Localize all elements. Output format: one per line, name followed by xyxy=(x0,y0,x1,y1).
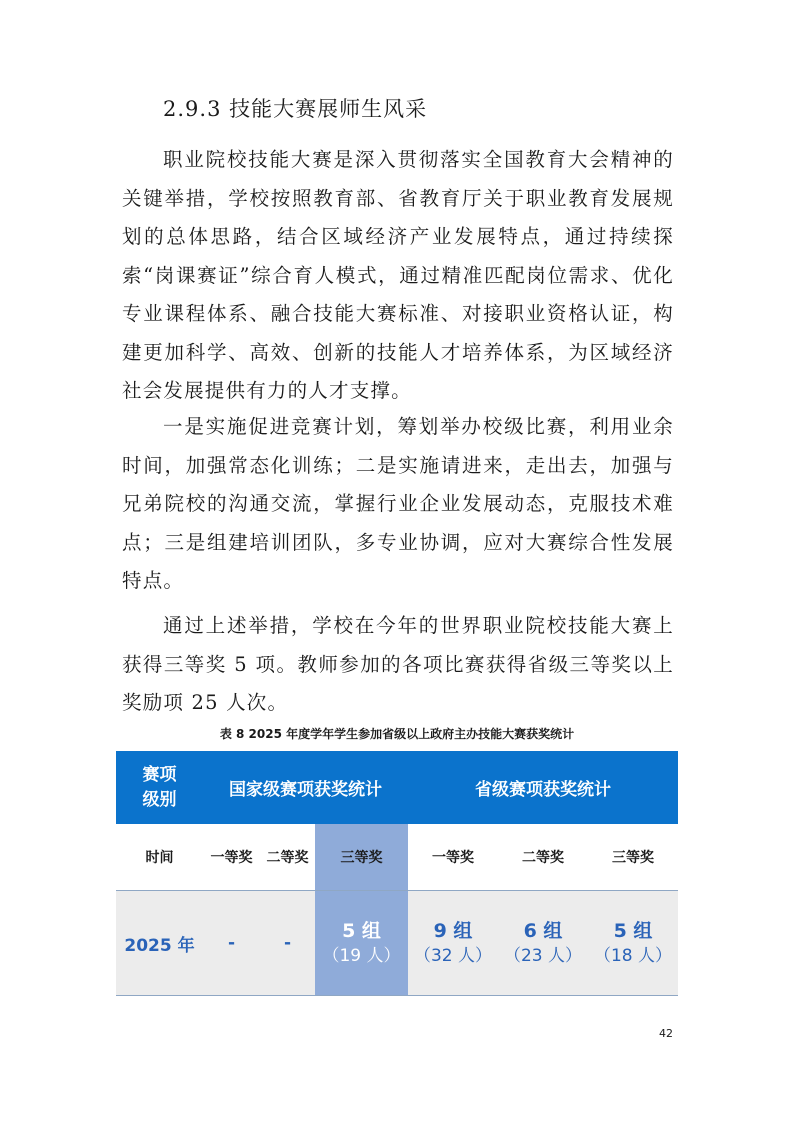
subheader-prov-third: 三等奖 xyxy=(588,824,678,891)
cell-nat-third xyxy=(315,891,408,996)
header-national: 国家级赛项获奖统计 xyxy=(203,751,408,824)
cell-nat-first: - xyxy=(203,891,260,996)
prov-second-people: （23 人） xyxy=(503,946,583,966)
subheader-prov-second: 二等奖 xyxy=(498,824,588,891)
table-caption: 表 8 2025 年度学年学生参加省级以上政府主办技能大赛获奖统计 xyxy=(219,727,575,741)
subheader-nat-second: 二等奖 xyxy=(260,824,315,891)
page-number: 42 xyxy=(659,1027,673,1040)
cell-year: 2025 年 xyxy=(116,891,203,996)
nat-third-groups: 5 组 xyxy=(342,920,381,942)
header-provincial: 省级赛项获奖统计 xyxy=(408,751,678,824)
subheader-nat-third: 三等奖 xyxy=(315,824,408,891)
prov-third-groups: 5 组 xyxy=(613,920,653,942)
subheader-nat-first: 一等奖 xyxy=(203,824,260,891)
section-heading: 2.9.3 技能大赛展师生风采 xyxy=(163,97,428,121)
paragraph-measures: 一是实施促进竞赛计划，筹划举办校级比赛，利用业余时间，加强常态化训练；二是实施请进来，走出去，加强与兄弟院校的沟通交流，掌握行业企业发展动态，克服技术难点；三是组建培训团队，多专业协调，应对大赛综合性发展特点。 xyxy=(122,415,674,592)
prov-third-people: （18 人） xyxy=(593,946,673,966)
header-level: 赛项 级别 xyxy=(116,751,203,824)
table-subheader-row xyxy=(116,824,678,891)
cell-nat-second: - xyxy=(260,891,315,996)
cell-prov-first xyxy=(408,891,498,996)
subheader-time: 时间 xyxy=(116,824,203,891)
prov-first-groups: 9 组 xyxy=(433,920,473,942)
prov-second-groups: 6 组 xyxy=(523,920,563,942)
prov-first-people: （32 人） xyxy=(413,946,493,966)
cell-prov-third xyxy=(588,891,678,996)
table-header-row xyxy=(116,751,678,824)
subheader-prov-first: 一等奖 xyxy=(408,824,498,891)
cell-prov-second xyxy=(498,891,588,996)
paragraph-results: 通过上述举措，学校在今年的世界职业院校技能大赛上获得三等奖 5 项。教师参加的各项比赛获得省级三等奖以上奖励项 25 人次。 xyxy=(122,614,674,714)
paragraph-intro: 职业院校技能大赛是深入贯彻落实全国教育大会精神的关键举措，学校按照教育部、省教育厅关于职业教育发展规划的总体思路，结合区域经济产业发展特点，通过持续探索“岗课赛证”综合育人模式，通过精准匹配岗位需求、优化专业课程体系、融合技能大赛标准、对接职业资格认证，构建更加科学、高效、创新的技能人才培养体系，为区域经济社会发展提供有力的人才支撑。 xyxy=(122,148,674,402)
nat-third-people: （19 人） xyxy=(322,946,401,966)
table-row xyxy=(116,891,678,996)
award-statistics-table xyxy=(116,751,678,996)
